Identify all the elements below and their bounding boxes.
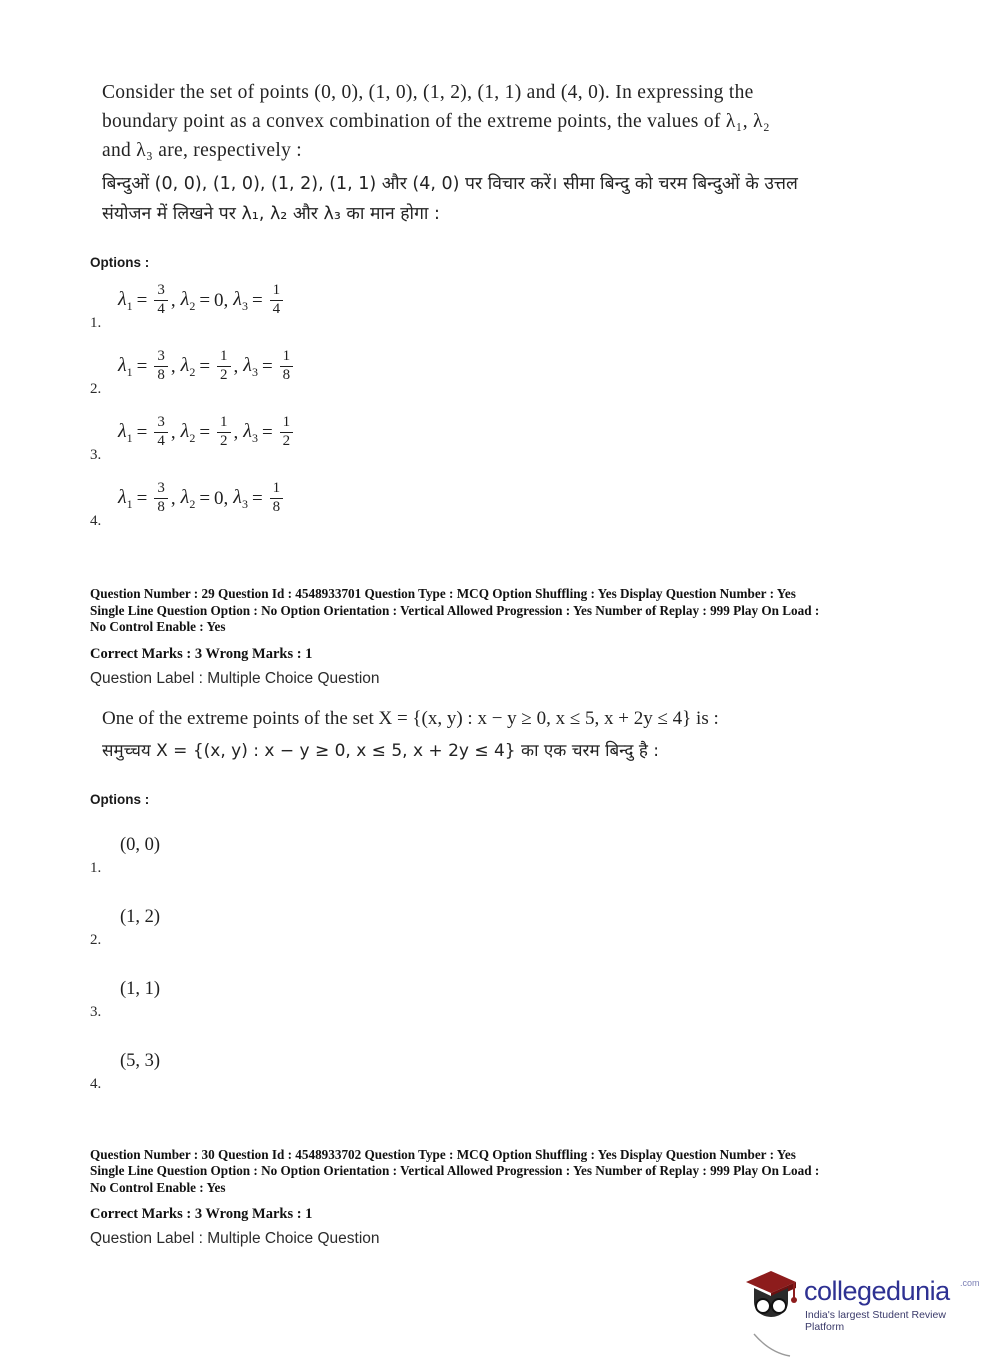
page-content bbox=[90, 78, 910, 1250]
option-number: 1. bbox=[90, 315, 102, 331]
question-29-options-label: Options : bbox=[90, 791, 150, 807]
option-content: $\lambda_1$ = $\frac{3}{4}$ , $\lambda_2$ = 0 , $\lambda_3$ = $\frac{1}{4}$ bbox=[118, 284, 910, 319]
lambda3-denominator: 2 bbox=[280, 432, 294, 450]
lambda3-numerator: 1 bbox=[272, 480, 281, 496]
lambda3-numerator: 1 bbox=[272, 282, 281, 298]
lambda3-denominator: 8 bbox=[270, 498, 284, 516]
lambda3-denominator: 8 bbox=[280, 366, 294, 384]
graduate-logo-icon bbox=[742, 1266, 800, 1328]
question-30-meta-line-3: No Control Enable : Yes bbox=[90, 1179, 226, 1195]
question-29-meta-line-1: Question Number : 29 Question Id : 4548933701 Question Type : MCQ Option Shuffling : Yes Display Question Number : Yes bbox=[90, 586, 796, 601]
option-content: (5, 3) bbox=[120, 1050, 161, 1071]
option-content: $\lambda_1$ = $\frac{3}{4}$ , $\lambda_2$ = $\frac{1}{2}$ , $\lambda_3$ = $\frac{1}{2}$ bbox=[118, 416, 910, 451]
question-28-stem-english: Consider the set of points (0, 0), (1, 0), (1, 2), (1, 1) and (4, 0). In expressing the boundary point as a convex combination of the extreme points, the values of λ₁, λ₂ and λ₃ are, respectively : bbox=[102, 82, 770, 161]
question-28-option-2[interactable] bbox=[90, 350, 910, 402]
logo-wordmark: collegedunia bbox=[804, 1276, 950, 1306]
question-29-block bbox=[90, 586, 910, 1095]
lambda2-numerator: 1 bbox=[220, 414, 228, 430]
logo-tagline: India's largest Student Review Platform bbox=[805, 1309, 946, 1333]
question-30-label: Question Label : Multiple Choice Question bbox=[90, 1230, 380, 1247]
question-29-option-4[interactable] bbox=[90, 1051, 910, 1095]
lambda2-denominator: 2 bbox=[217, 366, 231, 384]
lambda1-denominator: 4 bbox=[154, 432, 168, 450]
lambda2-numerator: 1 bbox=[220, 348, 228, 364]
question-29-meta-line-2: Single Line Question Option : No Option Orientation : Vertical Allowed Progression : Yes Number of Replay : 999 Play On Load : bbox=[90, 602, 820, 618]
option-number: 4. bbox=[90, 513, 102, 529]
option-number: 2. bbox=[90, 931, 102, 948]
option-number: 2. bbox=[90, 381, 102, 397]
logo-domain-suffix: .com bbox=[960, 1278, 980, 1288]
question-29-label: Question Label : Multiple Choice Question bbox=[90, 669, 380, 687]
lambda1-numerator: 3 bbox=[157, 414, 165, 430]
question-30-meta-line-2: Single Line Question Option : No Option Orientation : Vertical Allowed Progression : Yes Number of Replay : 999 Play On Load : bbox=[90, 1163, 820, 1178]
option-number: 3. bbox=[90, 447, 102, 463]
lambda1-denominator: 4 bbox=[154, 300, 168, 318]
lambda2-value: 0 bbox=[214, 290, 224, 312]
question-30-marks: Correct Marks : 3 Wrong Marks : 1 bbox=[90, 1206, 313, 1222]
lambda2-value: 0 bbox=[214, 488, 224, 510]
question-28-options-label: Options : bbox=[90, 255, 150, 270]
option-content: (1, 1) bbox=[120, 978, 161, 999]
lambda3-numerator: 1 bbox=[282, 348, 291, 364]
lambda1-numerator: 3 bbox=[157, 348, 165, 364]
lambda1-denominator: 8 bbox=[154, 498, 168, 516]
lambda3-numerator: 1 bbox=[282, 414, 291, 430]
option-number: 3. bbox=[90, 1003, 102, 1020]
lambda1-numerator: 3 bbox=[157, 282, 165, 298]
lambda3-denominator: 4 bbox=[270, 300, 284, 318]
option-content: (0, 0) bbox=[120, 834, 161, 855]
question-28-block bbox=[90, 78, 910, 534]
question-29-meta-line-3: No Control Enable : Yes bbox=[90, 619, 226, 634]
option-number: 4. bbox=[90, 1075, 102, 1092]
question-29-stem-hindi: समुच्चय X = {(x, y) : x − y ≥ 0, x ≤ 5, x + 2y ≤ 4} का एक चरम बिन्दु है : bbox=[102, 740, 660, 761]
question-29-option-1[interactable] bbox=[90, 835, 910, 879]
option-content: $\lambda_1$ = $\frac{3}{8}$ , $\lambda_2$ = 0 , $\lambda_3$ = $\frac{1}{8}$ bbox=[118, 482, 910, 517]
lambda1-denominator: 8 bbox=[154, 366, 168, 384]
question-28-option-4[interactable] bbox=[90, 482, 910, 534]
option-number: 1. bbox=[90, 859, 102, 876]
question-30-block bbox=[90, 1147, 910, 1251]
question-28-stem-hindi: बिन्दुओं (0, 0), (1, 0), (1, 2), (1, 1) और (4, 0) पर विचार करें। सीमा बिन्दु को चरम बिन्दुओं के उत्तल संयोजन में लिखने पर λ₁, λ₂ और λ₃ का मान होगा : bbox=[102, 174, 798, 224]
lambda2-denominator: 2 bbox=[217, 432, 231, 450]
pen-stroke-icon bbox=[752, 1332, 792, 1358]
question-29-option-3[interactable] bbox=[90, 979, 910, 1023]
option-content: (1, 2) bbox=[120, 906, 161, 927]
question-28-option-1[interactable] bbox=[90, 284, 910, 336]
question-29-marks: Correct Marks : 3 Wrong Marks : 1 bbox=[90, 645, 313, 662]
lambda1-numerator: 3 bbox=[157, 480, 165, 496]
question-28-option-3[interactable] bbox=[90, 416, 910, 468]
question-30-meta-line-1: Question Number : 30 Question Id : 4548933702 Question Type : MCQ Option Shuffling : Yes Display Question Number : Yes bbox=[90, 1146, 796, 1162]
collegedunia-watermark bbox=[742, 1262, 982, 1342]
question-29-option-2[interactable] bbox=[90, 907, 910, 951]
question-29-stem-english: One of the extreme points of the set X = {(x, y) : x − y ≥ 0, x ≤ 5, x + 2y ≤ 4} is : bbox=[102, 707, 719, 729]
option-content: $\lambda_1$ = $\frac{3}{8}$ , $\lambda_2$ = $\frac{1}{2}$ , $\lambda_3$ = $\frac{1}{8}$ bbox=[118, 350, 910, 385]
